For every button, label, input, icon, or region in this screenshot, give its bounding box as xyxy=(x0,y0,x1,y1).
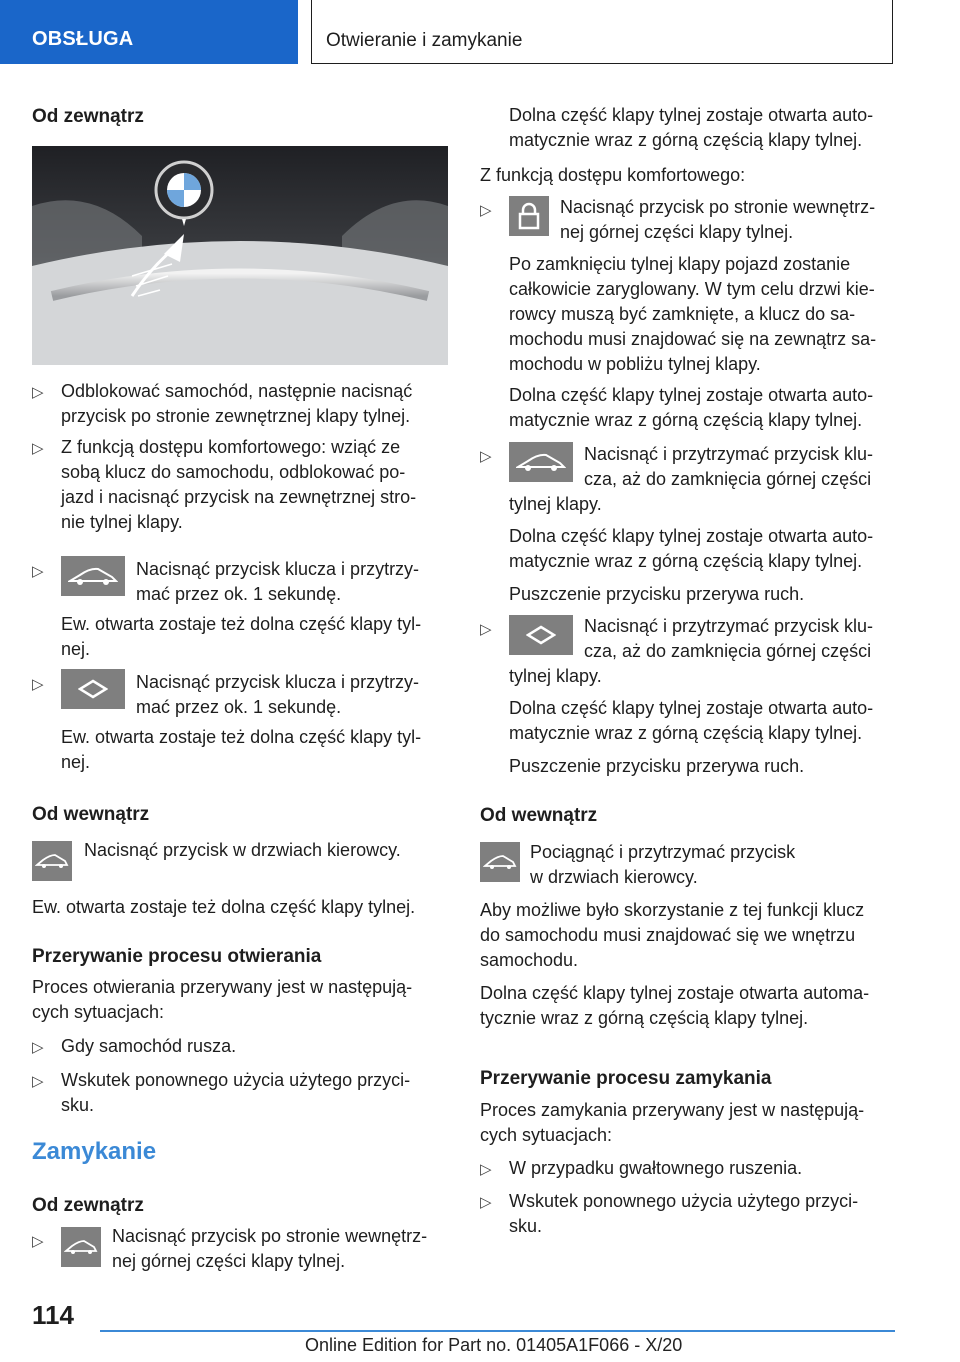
heading-interrupt-opening: Przerywanie procesu otwierania xyxy=(32,946,322,967)
interrupt-closing-text: Proces zamykania przerywany jest w następują- cych sytuacjach: xyxy=(480,1100,865,1145)
section-label: OBSŁUGA xyxy=(32,28,134,50)
note-lower-opens-2: Ew. otwarta zostaje też dolna część klapy tyl- nej. xyxy=(61,727,422,772)
close-outside-instruction: Nacisnąć przycisk po stronie wewnętrz- nej górnej części klapy tylnej. xyxy=(112,1226,428,1271)
inside-instruction: Nacisnąć przycisk w drzwiach kierowcy. xyxy=(84,840,401,860)
tailgate-button-icon xyxy=(480,842,520,882)
bullet-unlock-press: Odblokować samochód, następnie nacisnąć przycisk po stronie zewnętrznej klapy tylnej. xyxy=(61,381,413,426)
comfort-access-label: Z funkcją dostępu komfortowego: xyxy=(480,165,746,185)
heading-inside: Od wewnątrz xyxy=(32,804,150,825)
bullet-marker: ▷ xyxy=(32,1233,44,1250)
diamond-key-button-icon xyxy=(509,615,573,655)
key-hold-close-2-cont: tylnej klapy. xyxy=(509,666,602,686)
bullet-marker: ▷ xyxy=(480,1194,492,1211)
interrupt-opening-item-1: Gdy samochód rusza. xyxy=(61,1036,237,1056)
page-number: 114 xyxy=(32,1300,74,1330)
bullet-marker: ▷ xyxy=(32,440,44,457)
tailgate-illustration xyxy=(32,146,448,365)
interrupt-closing-item-1: W przypadku gwałtownego ruszenia. xyxy=(509,1158,803,1178)
note-lower-opens-1: Ew. otwarta zostaje też dolna część klapy tyl- nej. xyxy=(61,614,422,659)
interrupt-opening-item-2: Wskutek ponownego użycia użytego przyci- sku. xyxy=(61,1070,411,1115)
chapter-title: Otwieranie i zamykanie xyxy=(326,30,523,51)
section-tab xyxy=(0,0,298,64)
bullet-key-hold-2: Nacisnąć przycisk klucza i przytrzy- mać przez ok. 1 sekundę. xyxy=(136,672,420,717)
heading-inside-right: Od wewnątrz xyxy=(480,805,598,826)
heading-outside: Od zewnątrz xyxy=(32,106,144,127)
bullet-marker: ▷ xyxy=(480,1161,492,1178)
tailgate-button-icon xyxy=(61,556,125,596)
bullet-comfort-access: Z funkcją dostępu komfortowego: wziąć ze sobą klucz do samochodu, odblokować po- jazd i nacisnąć przycisk na zewnętrznej stro- nie tylnej klapy. xyxy=(61,437,417,532)
lock-button-icon xyxy=(509,196,549,236)
inside-key-info: Aby możliwe było skorzystanie z tej funkcji klucz do samochodu musi znajdować się we wnętrzu samochodu. xyxy=(480,900,865,970)
bullet-marker: ▷ xyxy=(480,448,492,465)
inside-pull-instruction: Pociągnąć i przytrzymać przycisk w drzwiach kierowcy. xyxy=(530,842,796,887)
note-lower-opens-r3: Dolna część klapy tylnej zostaje otwarta auto- matycznie wraz z górną częścią klapy tylnej. xyxy=(509,698,874,743)
heading-close-outside: Od zewnątrz xyxy=(32,1195,144,1216)
chapter-closing: Zamykanie xyxy=(32,1138,157,1165)
diamond-key-button-icon xyxy=(61,669,125,709)
full-lock-info: Po zamknięciu tylnej klapy pojazd zostanie całkowicie zaryglowany. W tym celu drzwi kie- rowcy muszą być zamknięte, a klucz do sa- mochodu musi znajdować się na zewnątrz sa- mochodu w pobliżu tylnej klapy. xyxy=(509,254,877,374)
interrupt-opening-text: Proces otwierania przerywany jest w następują- cych sytuacjach: xyxy=(32,977,413,1022)
close-inner-button-instruction: Nacisnąć przycisk po stronie wewnętrz- nej górnej części klapy tylnej. xyxy=(560,197,876,242)
tailgate-button-icon xyxy=(509,442,573,482)
interrupt-closing-item-2: Wskutek ponownego użycia użytego przyci- sku. xyxy=(509,1191,859,1236)
bullet-marker: ▷ xyxy=(480,202,492,219)
bullet-key-hold-1: Nacisnąć przycisk klucza i przytrzy- mać przez ok. 1 sekundę. xyxy=(136,559,420,604)
bullet-marker: ▷ xyxy=(32,384,44,401)
bullet-marker: ▷ xyxy=(32,563,44,580)
key-hold-close-1: Nacisnąć i przytrzymać przycisk klu- cza, aż do zamknięcia górnej części xyxy=(584,444,874,489)
key-hold-close-1-cont: tylnej klapy. xyxy=(509,494,602,514)
bullet-marker: ▷ xyxy=(32,676,44,693)
heading-interrupt-closing: Przerywanie procesu zamykania xyxy=(480,1068,772,1089)
bmw-logo-icon xyxy=(156,162,212,218)
note-lower-opens-r1: Dolna część klapy tylnej zostaje otwarta auto- matycznie wraz z górną częścią klapy tylnej. xyxy=(509,385,874,430)
note-lower-opens-r2: Dolna część klapy tylnej zostaje otwarta auto- matycznie wraz z górną częścią klapy tylnej. xyxy=(509,526,874,571)
bullet-marker: ▷ xyxy=(480,621,492,638)
release-stops-1: Puszczenie przycisku przerywa ruch. xyxy=(509,584,805,604)
tailgate-button-icon xyxy=(61,1227,101,1267)
key-hold-close-2: Nacisnąć i przytrzymać przycisk klu- cza, aż do zamknięcia górnej części xyxy=(584,616,874,661)
tailgate-button-icon xyxy=(32,841,72,881)
footer-rule xyxy=(100,1330,895,1332)
inside-lower-opens: Dolna część klapy tylnej zostaje otwarta automa- tycznie wraz z górną częścią klapy tylnej. xyxy=(480,983,870,1028)
bullet-marker: ▷ xyxy=(32,1039,44,1056)
edition-note: Online Edition for Part no. 01405A1F066 - X/20 xyxy=(305,1335,683,1355)
inside-note: Ew. otwarta zostaje też dolna część klapy tylnej. xyxy=(32,897,416,917)
bullet-marker: ▷ xyxy=(32,1073,44,1090)
note-lower-opens-top: Dolna część klapy tylnej zostaje otwarta auto- matycznie wraz z górną częścią klapy tylnej. xyxy=(509,105,874,150)
chapter-header xyxy=(311,0,893,64)
tailgate-photo xyxy=(32,146,448,365)
release-stops-2: Puszczenie przycisku przerywa ruch. xyxy=(509,756,805,776)
